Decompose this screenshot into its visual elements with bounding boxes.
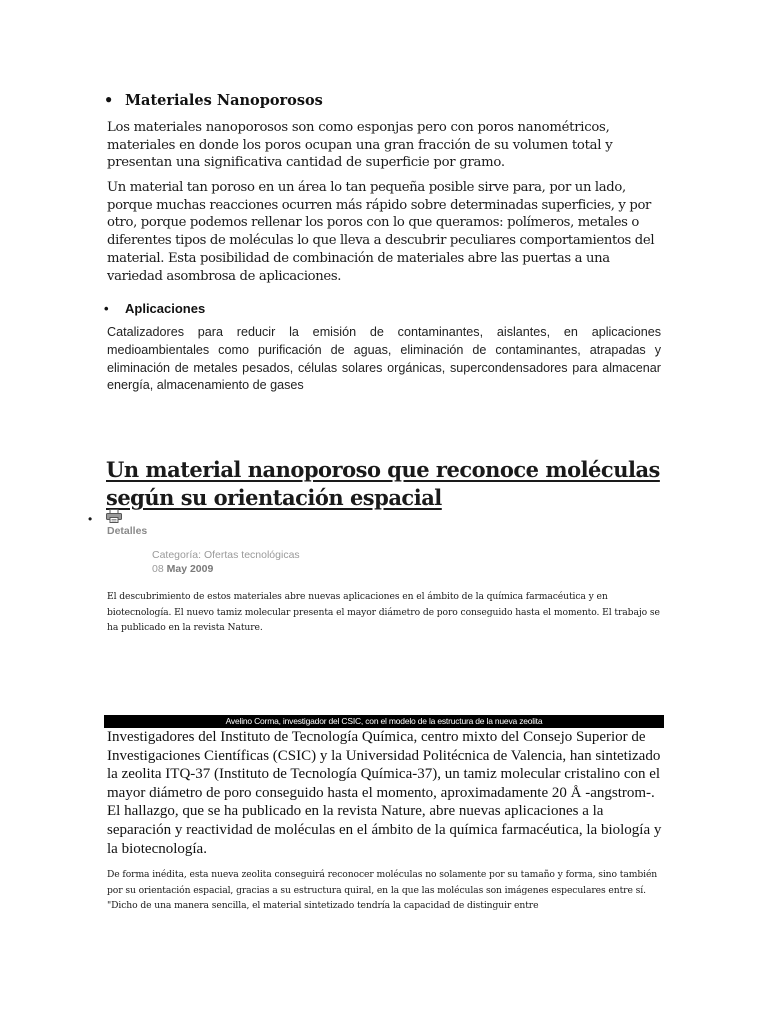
- article-intro: El descubrimiento de estos materiales abre nuevas aplicaciones en el ámbito de la química farmacéutica y en biotecnología. El nuevo tamiz molecular presenta el mayor diámetro de poro conseguido hasta el momento. El trabajo se ha publicado en la revista Nature.: [107, 591, 660, 633]
- date-day: 08: [152, 563, 164, 575]
- paragraph-materiales-2: Un material tan poroso en un área lo tan pequeña posible sirve para, por un lado, porque muchas reacciones ocurren más rápido sobre determinadas superficies, y por otro, porque podemos rellenar los poros con lo que queramos: polímeros, metales o diferentes tipos de moléculas lo que lleva a descubrir peculiares comportamientos del material. Esta posibilidad de combinación de materiales abre las puertas a una variedad asombrosa de aplicaciones.: [107, 180, 655, 284]
- category-label: Categoría: Ofertas tecnológicas: [152, 549, 300, 561]
- bullet-icon: •: [104, 92, 114, 109]
- date-month-year: May 2009: [166, 563, 214, 575]
- bullet-icon: •: [104, 301, 109, 316]
- list-bullet-icon: •: [88, 512, 93, 526]
- details-label: Detalles: [107, 525, 148, 537]
- article-title-link[interactable]: Un material nanoporoso que reconoce moléculas según su orientación espacial: [106, 457, 660, 510]
- article-body: Investigadores del Instituto de Tecnología Química, centro mixto del Consejo Superior de Investigaciones Científicas (CSIC) y la Universidad Politécnica de Valencia, han sintetizado la zeolita ITQ-37 (Instituto de Tecnología Química-37), un tamiz molecular cristalino con el mayor diámetro de poro conseguido hasta el momento, aproximadamente 20 Å -angstrom-. El hallazgo, que se ha publicado en la revista Nature, abre nuevas aplicaciones a la separación y reactividad de moléculas en el ámbito de la química farmacéutica, la biología y la biotecnología.: [107, 729, 662, 857]
- paragraph-materiales-1: Los materiales nanoporosos son como esponjas pero con poros nanométricos, materiales en donde los poros ocupan una gran fracción de su volumen total y presentan una significativa cantidad de superficie por gramo.: [107, 120, 613, 170]
- printer-icon[interactable]: [106, 509, 122, 523]
- heading-text: Aplicaciones: [125, 301, 206, 316]
- publish-date: [152, 563, 213, 575]
- article-body-2: De forma inédita, esta nueva zeolita conseguirá reconocer moléculas no solamente por su tamaño y forma, sino también por su orientación espacial, gracias a su estructura quiral, en la que las moléculas son imágenes especulares entre sí. "Dicho de una manera sencilla, el material sintetizado tendría la capacidad de distinguir entre: [107, 869, 658, 911]
- paragraph-aplicaciones: Catalizadores para reducir la emisión de contaminantes, aislantes, en aplicaciones medioambientales como purificación de aguas, eliminación de contaminantes, atrapadas y eliminación de metales pesados, células solares orgánicas, supercondensadores para almacenar energía, almacenamiento de gases: [107, 325, 661, 393]
- heading-text: Materiales Nanoporosos: [125, 92, 323, 109]
- image-caption: Avelino Corma, investigador del CSIC, con el modelo de la estructura de la nueva zeolita: [104, 715, 664, 728]
